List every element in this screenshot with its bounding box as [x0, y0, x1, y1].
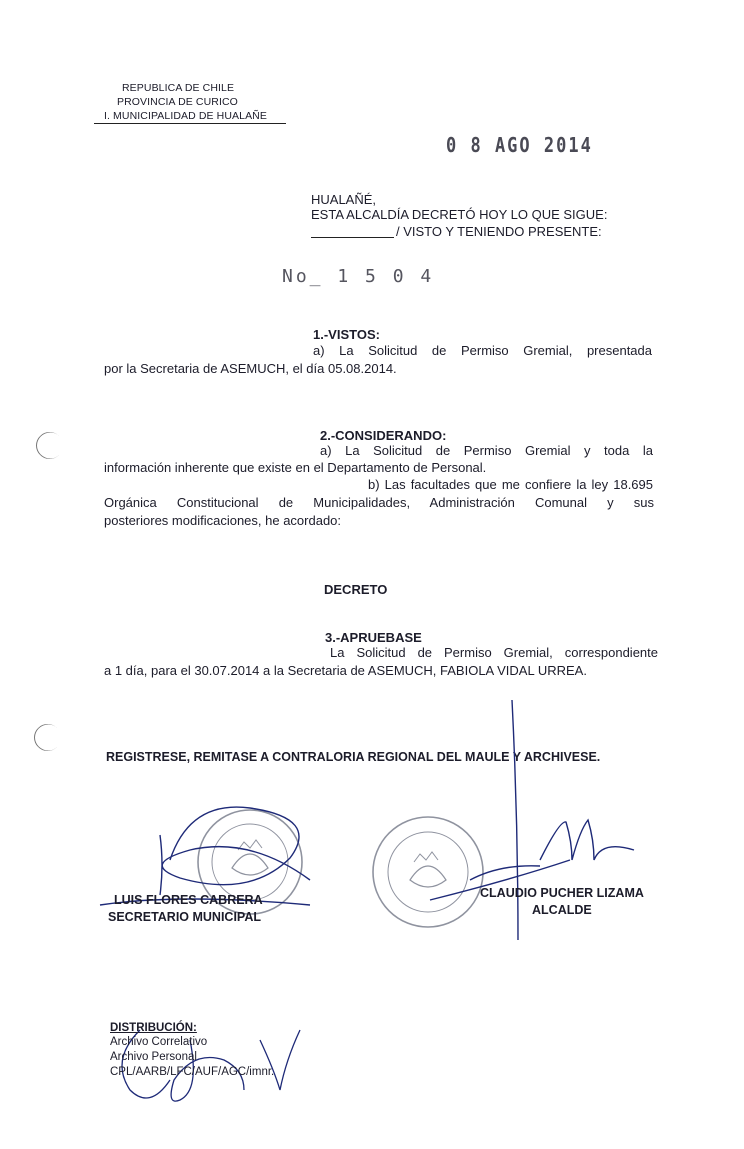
- seal-right-icon: [373, 817, 483, 927]
- decree-number-stamp: No_ 1 5 0 4: [282, 266, 435, 287]
- apruebase-heading: 3.-APRUEBASE: [325, 630, 422, 645]
- signature-left-icon: [100, 807, 310, 905]
- distribution-heading: DISTRIBUCIÓN:: [110, 1022, 197, 1034]
- considerando-a-line1: a) La Solicitud de Permiso Gremial y toda la: [320, 443, 653, 458]
- closing-statement: REGISTRESE, REMITASE A CONTRALORIA REGIONAL DEL MAULE Y ARCHIVESE.: [106, 750, 601, 764]
- vistos-heading: 1.-VISTOS:: [313, 327, 380, 342]
- header-country: REPUBLICA DE CHILE: [122, 82, 235, 94]
- secretary-title: SECRETARIO MUNICIPAL: [108, 910, 262, 924]
- considerando-a-line2: información inherente que existe en el Departamento de Personal.: [104, 460, 487, 475]
- decreto-heading: DECRETO: [324, 582, 388, 597]
- distribution-item-3: CPL/AARB/LFC/AUF/AGC/imnr.: [110, 1066, 275, 1078]
- distribution-item-1: Archivo Correlativo: [110, 1036, 208, 1048]
- secretary-name: LUIS FLORES CABRERA: [114, 893, 263, 907]
- apruebase-line1: La Solicitud de Permiso Gremial, correspondiente: [330, 645, 658, 660]
- intro-city: HUALAÑÉ,: [311, 192, 377, 207]
- vistos-a-line1: a) La Solicitud de Permiso Gremial, presentada: [313, 343, 652, 358]
- considerando-b-line3: posteriores modificaciones, he acordado:: [104, 513, 342, 528]
- distribution-item-2: Archivo Personal: [110, 1051, 197, 1063]
- apruebase-line2: a 1 día, para el 30.07.2014 a la Secretaria de ASEMUCH, FABIOLA VIDAL URREA.: [104, 663, 587, 678]
- mayor-name: CLAUDIO PUCHER LIZAMA: [480, 886, 644, 900]
- header-province: PROVINCIA DE CURICO: [117, 96, 238, 108]
- considerando-b-line1: b) Las facultades que me confiere la ley 18.695: [368, 477, 653, 492]
- mayor-title: ALCALDE: [532, 903, 592, 917]
- header-municipality: I. MUNICIPALIDAD DE HUALAÑE: [104, 110, 267, 122]
- intro-decree-line: ESTA ALCALDÍA DECRETÓ HOY LO QUE SIGUE:: [311, 207, 608, 222]
- considerando-b-line2: Orgánica Constitucional de Municipalidades, Administración Comunal y sus: [104, 495, 654, 510]
- vistos-a-line2: por la Secretaria de ASEMUCH, el día 05.08.2014.: [104, 361, 397, 376]
- intro-visto-line: / VISTO Y TENIENDO PRESENTE:: [396, 224, 602, 239]
- considerando-heading: 2.-CONSIDERANDO:: [320, 428, 447, 443]
- date-stamp: 0 8 AGO 2014: [446, 134, 593, 158]
